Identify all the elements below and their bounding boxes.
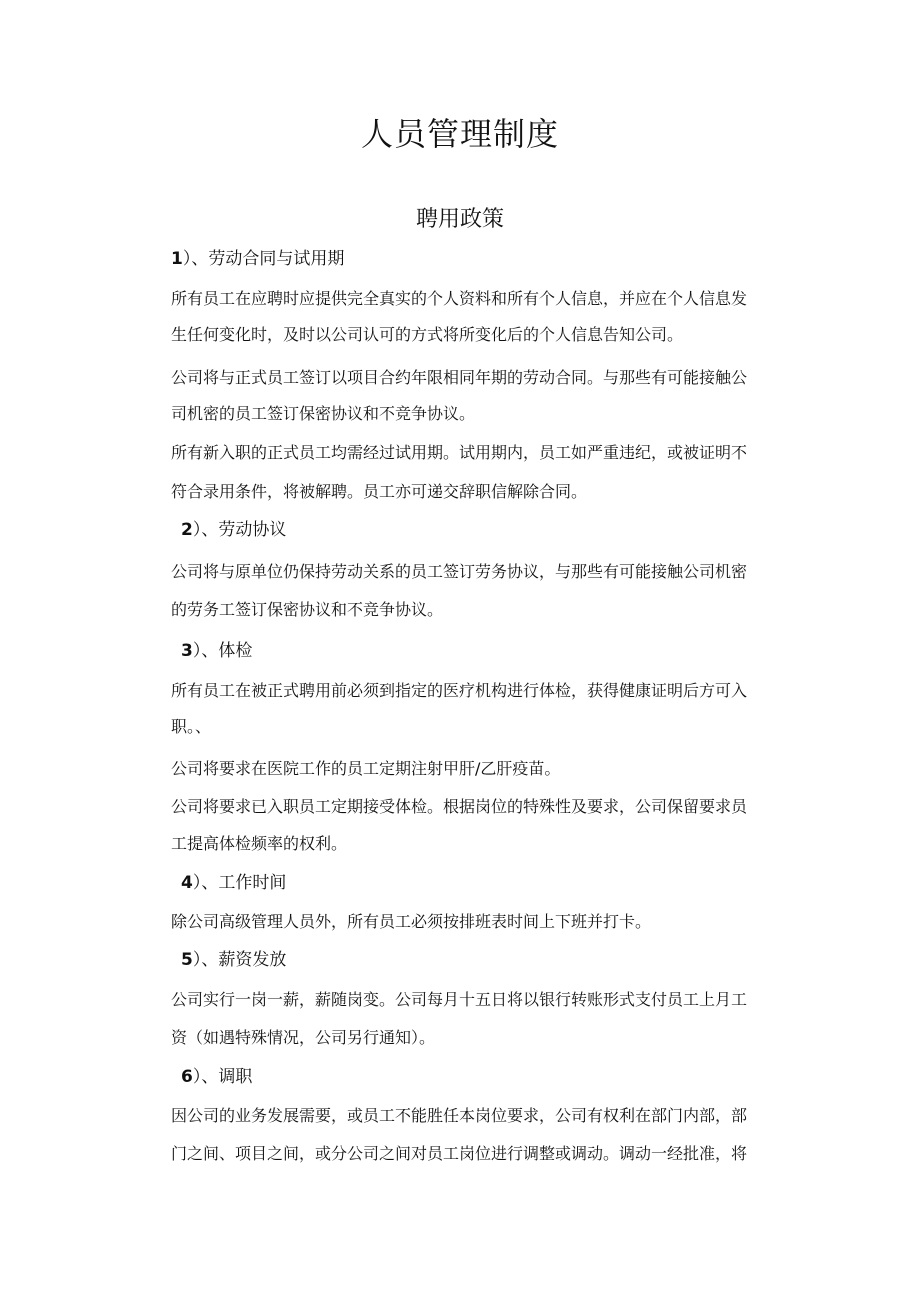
paragraph-line: 因公司的业务发展需要，或员工不能胜任本岗位要求，公司有权利在部门内部，部 [171,1106,748,1125]
paragraph-line: 所有员工在应聘时应提供完全真实的个人资料和所有个人信息，并应在个人信息发 [171,289,748,308]
section-number: 3 [181,641,193,661]
paragraph-line: 公司将要求已入职员工定期接受体检。根据岗位的特殊性及要求，公司保留要求员 [171,797,748,816]
section-title: 聘用政策 [415,207,504,232]
paragraph-line: 资（如遇特殊情况，公司另行通知）。 [171,1028,436,1047]
section-number: 5 [181,950,193,970]
section-heading-2 [181,517,286,543]
section-heading-text: ）、工作时间 [192,873,287,893]
paragraph-line: 司机密的员工签订保密协议和不竞争协议。 [171,404,476,423]
section-heading-text: ）、劳动协议 [192,520,287,540]
paragraph-line: 公司将与正式员工签订以项目合约年限相同年期的劳动合同。与那些有可能接触公 [171,368,748,387]
paragraph-line: 生任何变化时，及时以公司认可的方式将所变化后的个人信息告知公司。 [171,325,684,344]
section-number: 1 [171,249,183,269]
paragraph-line: 公司实行一岗一薪，薪随岗变。公司每月十五日将以银行转账形式支付员工上月工 [171,990,748,1009]
paragraph-line: 公司将与原单位仍保持劳动关系的员工签订劳务协议，与那些有可能接触公司机密 [171,562,748,581]
section-heading-text: ）、调职 [192,1067,253,1087]
section-heading-6 [181,1064,252,1090]
section-heading-4 [181,870,286,896]
paragraph-line: 门之间、项目之间，或分公司之间对员工岗位进行调整或调动。调动一经批准，将 [171,1144,748,1163]
section-heading-5 [181,947,286,973]
page-title: 人员管理制度 [360,115,559,153]
paragraph-line: 所有新入职的正式员工均需经过试用期。试用期内，员工如严重违纪，或被证明不 [171,443,748,462]
section-heading-1 [171,246,344,272]
section-heading-text: ）、薪资发放 [192,950,287,970]
section-heading-text: ）、劳动合同与试用期 [182,249,345,269]
section-number: 6 [181,1067,193,1087]
paragraph-line: 所有员工在被正式聘用前必须到指定的医疗机构进行体检，获得健康证明后方可入 [171,681,748,700]
paragraph-line: 职。、 [171,717,212,736]
section-heading-text: ）、体检 [192,641,253,661]
paragraph-line: 的劳务工签订保密协议和不竞争协议。 [171,600,444,619]
paragraph-line: 工提高体检频率的权利。 [171,834,348,853]
paragraph-line: 符合录用条件，将被解聘。员工亦可递交辞职信解除合同。 [171,482,588,501]
paragraph-line: 公司将要求在医院工作的员工定期注射甲肝/乙肝疫苗。 [171,759,561,778]
paragraph-line: 除公司高级管理人员外，所有员工必须按排班表时间上下班并打卡。 [171,912,652,931]
section-number: 2 [181,520,193,540]
section-heading-3 [181,638,252,664]
section-number: 4 [181,873,193,893]
